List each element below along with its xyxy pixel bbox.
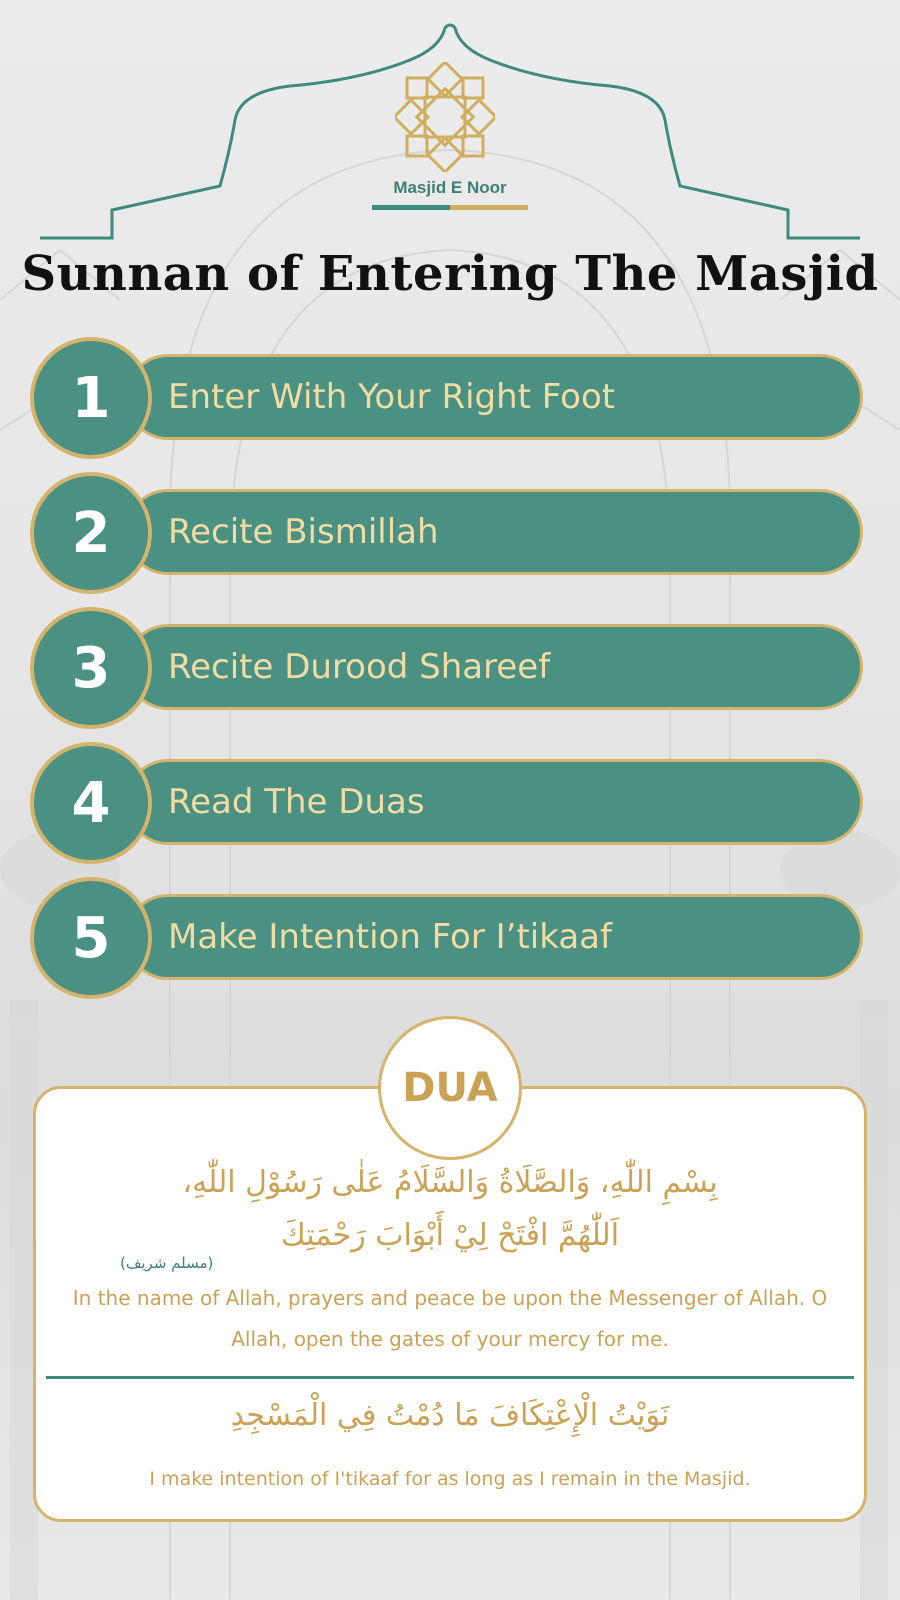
step-number-badge: 3 xyxy=(30,607,152,729)
step-number-badge: 5 xyxy=(30,877,152,999)
intention-arabic: نَوَيْتُ الْإِعْتِكَافَ مَا دُمْتُ فِي الْمَسْجِدِ xyxy=(230,1398,670,1433)
intention-translation: I make intention of I'tikaaf for as long as I remain in the Masjid. xyxy=(149,1468,751,1490)
dua-reference: (مسلم شريف) xyxy=(120,1254,214,1272)
step-label: Read The Duas xyxy=(168,782,425,822)
brand-name: Masjid E Noor xyxy=(393,178,507,197)
step-item-1 xyxy=(30,337,870,459)
step-number-badge: 4 xyxy=(30,742,152,864)
step-label: Make Intention For I’tikaaf xyxy=(168,917,612,957)
dua-badge: DUA xyxy=(378,1016,522,1160)
dua-arabic-line-1: بِسْمِ اللّٰهِ، وَالصَّلَاةُ وَالسَّلَامُ عَلٰى رَسُوْلِ اللّٰهِ، xyxy=(182,1165,718,1200)
dua-translation-1: In the name of Allah, prayers and peace be upon the Messenger of Allah. O Allah, open the gates of your mercy for me. xyxy=(72,1286,828,1351)
page-title: Sunnan of Entering The Masjid xyxy=(21,246,879,302)
step-number-badge: 1 xyxy=(30,337,152,459)
step-item-2 xyxy=(30,472,870,594)
brand-underline-gold xyxy=(450,205,528,210)
dua-arabic-line-2: اَللّٰهُمَّ افْتَحْ لِيْ أَبْوَابَ رَحْمَتِكَ xyxy=(280,1218,620,1253)
geometric-star-logo-icon xyxy=(395,62,495,172)
step-item-4 xyxy=(30,742,870,864)
step-number-badge: 2 xyxy=(30,472,152,594)
step-item-3 xyxy=(30,607,870,729)
step-label: Enter With Your Right Foot xyxy=(168,377,616,417)
step-label: Recite Bismillah xyxy=(168,512,439,552)
step-item-5 xyxy=(30,877,870,999)
brand-underline-teal xyxy=(372,205,450,210)
step-label: Recite Durood Shareef xyxy=(168,647,551,687)
dua-divider xyxy=(46,1376,854,1379)
